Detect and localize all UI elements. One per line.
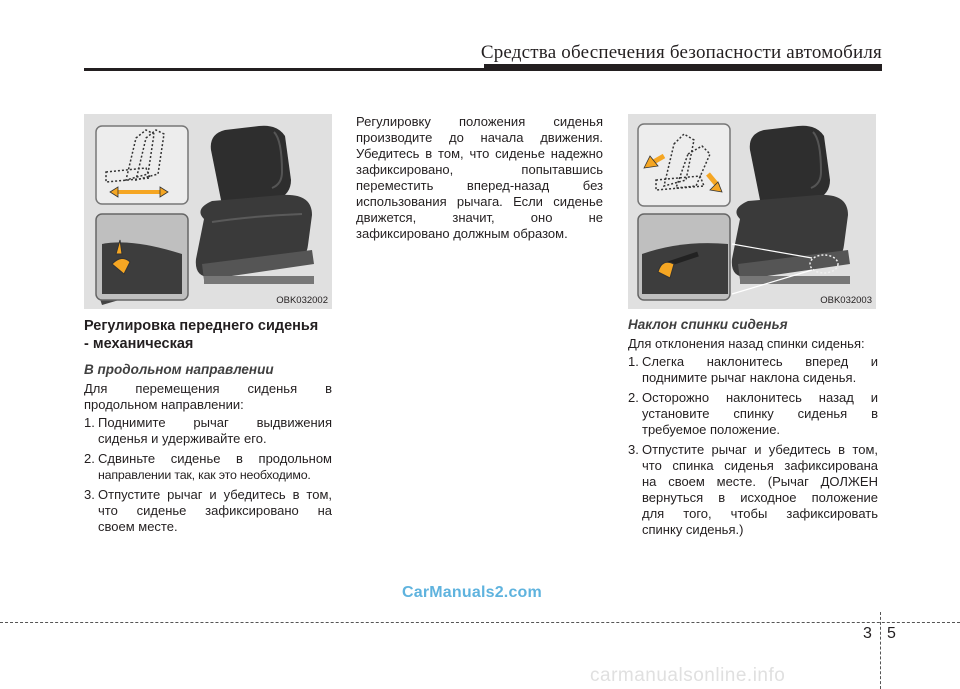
figure-code-right: OBK032003 <box>820 295 872 306</box>
figure-seat-slide <box>84 114 332 309</box>
footer-rule <box>0 622 960 623</box>
list-item <box>628 354 878 386</box>
watermark-link[interactable]: CarManuals2.com <box>402 584 542 601</box>
left-column <box>84 317 332 539</box>
paragraph-line: зафиксировано, попытавшись <box>356 162 603 177</box>
subhead-longitudinal: В продольном направлении <box>84 362 274 377</box>
header-rule <box>84 68 882 71</box>
step-number: 2. <box>84 451 95 466</box>
section-title-line1: Регулировка переднего сиденья <box>84 318 319 334</box>
step-line: Сдвиньте сиденье в продольном <box>98 451 332 466</box>
figure-seatback-recline <box>628 114 876 309</box>
page-header-title: Средства обеспечения безопасности автомобиля <box>480 42 882 63</box>
step-line: сиденья и удерживайте его. <box>98 431 267 446</box>
step-number: 1. <box>84 415 95 430</box>
step-line: Осторожно наклонитесь назад и <box>642 390 878 405</box>
step-line: поднимите рычаг наклона сиденья. <box>642 370 857 385</box>
figure-code-left: OBK032002 <box>276 295 328 306</box>
paragraph-line: использования рычага. Если сиденье <box>356 194 603 209</box>
step-number: 2. <box>628 390 639 405</box>
intro-recline: Для отклонения назад спинки сиденья: <box>628 336 865 351</box>
step-line: требуемое положение. <box>642 422 781 437</box>
list-item <box>628 390 878 438</box>
section-title-line2: - механическая <box>84 336 194 352</box>
paragraph-line: производите до начала движения. <box>356 130 603 145</box>
chapter-number: 3 <box>863 625 872 642</box>
paragraph-line: переместить вперед-назад без <box>356 178 603 193</box>
steps-recline <box>628 354 878 538</box>
paragraph-line: Убедитесь в том, что сиденье надежно <box>356 146 603 161</box>
paragraph-line: зафиксировано должным образом. <box>356 226 568 241</box>
page-number: 5 <box>887 625 896 642</box>
step-line: для того, чтобы зафиксировать <box>642 506 878 521</box>
step-line: своем месте. <box>98 519 178 534</box>
step-line: на своем месте. (Рычаг ДОЛЖЕН <box>642 474 878 489</box>
subhead-recline: Наклон спинки сиденья <box>628 317 788 332</box>
intro-line2: продольном направлении: <box>84 397 244 412</box>
paragraph-line: Регулировку положения сиденья <box>356 114 603 129</box>
middle-column <box>356 114 603 242</box>
step-line: направлении так, как это необходимо. <box>98 468 311 482</box>
paragraph-line: движется, значит, оно не <box>356 210 603 225</box>
list-item <box>84 487 332 535</box>
step-line: Отпустите рычаг и убедитесь в том, <box>98 487 332 502</box>
list-item <box>84 451 332 483</box>
step-line: установите спинку сиденья в <box>642 406 878 421</box>
step-number: 3. <box>84 487 95 502</box>
step-line: что сиденье зафиксировано на <box>98 503 332 518</box>
list-item <box>84 415 332 447</box>
footer-site-link[interactable]: carmanualsonline.info <box>590 665 786 686</box>
steps-longitudinal <box>84 415 332 535</box>
footer-vertical-divider <box>880 612 881 689</box>
list-item <box>628 442 878 538</box>
step-line: спинку сиденья.) <box>642 522 744 537</box>
step-line: Поднимите рычаг выдвижения <box>98 415 332 430</box>
step-line: что спинка сиденья зафиксирована <box>642 458 878 473</box>
step-number: 1. <box>628 354 639 369</box>
seat-slide-illustration <box>84 114 332 309</box>
seatback-recline-illustration <box>628 114 876 309</box>
step-line: Отпустите рычаг и убедитесь в том, <box>642 442 878 457</box>
intro-line1: Для перемещения сиденья в <box>84 381 332 396</box>
step-number: 3. <box>628 442 639 457</box>
step-line: вернуться в исходное положение <box>642 490 878 505</box>
right-column <box>628 316 878 542</box>
step-line: Слегка наклонитесь вперед и <box>642 354 878 369</box>
